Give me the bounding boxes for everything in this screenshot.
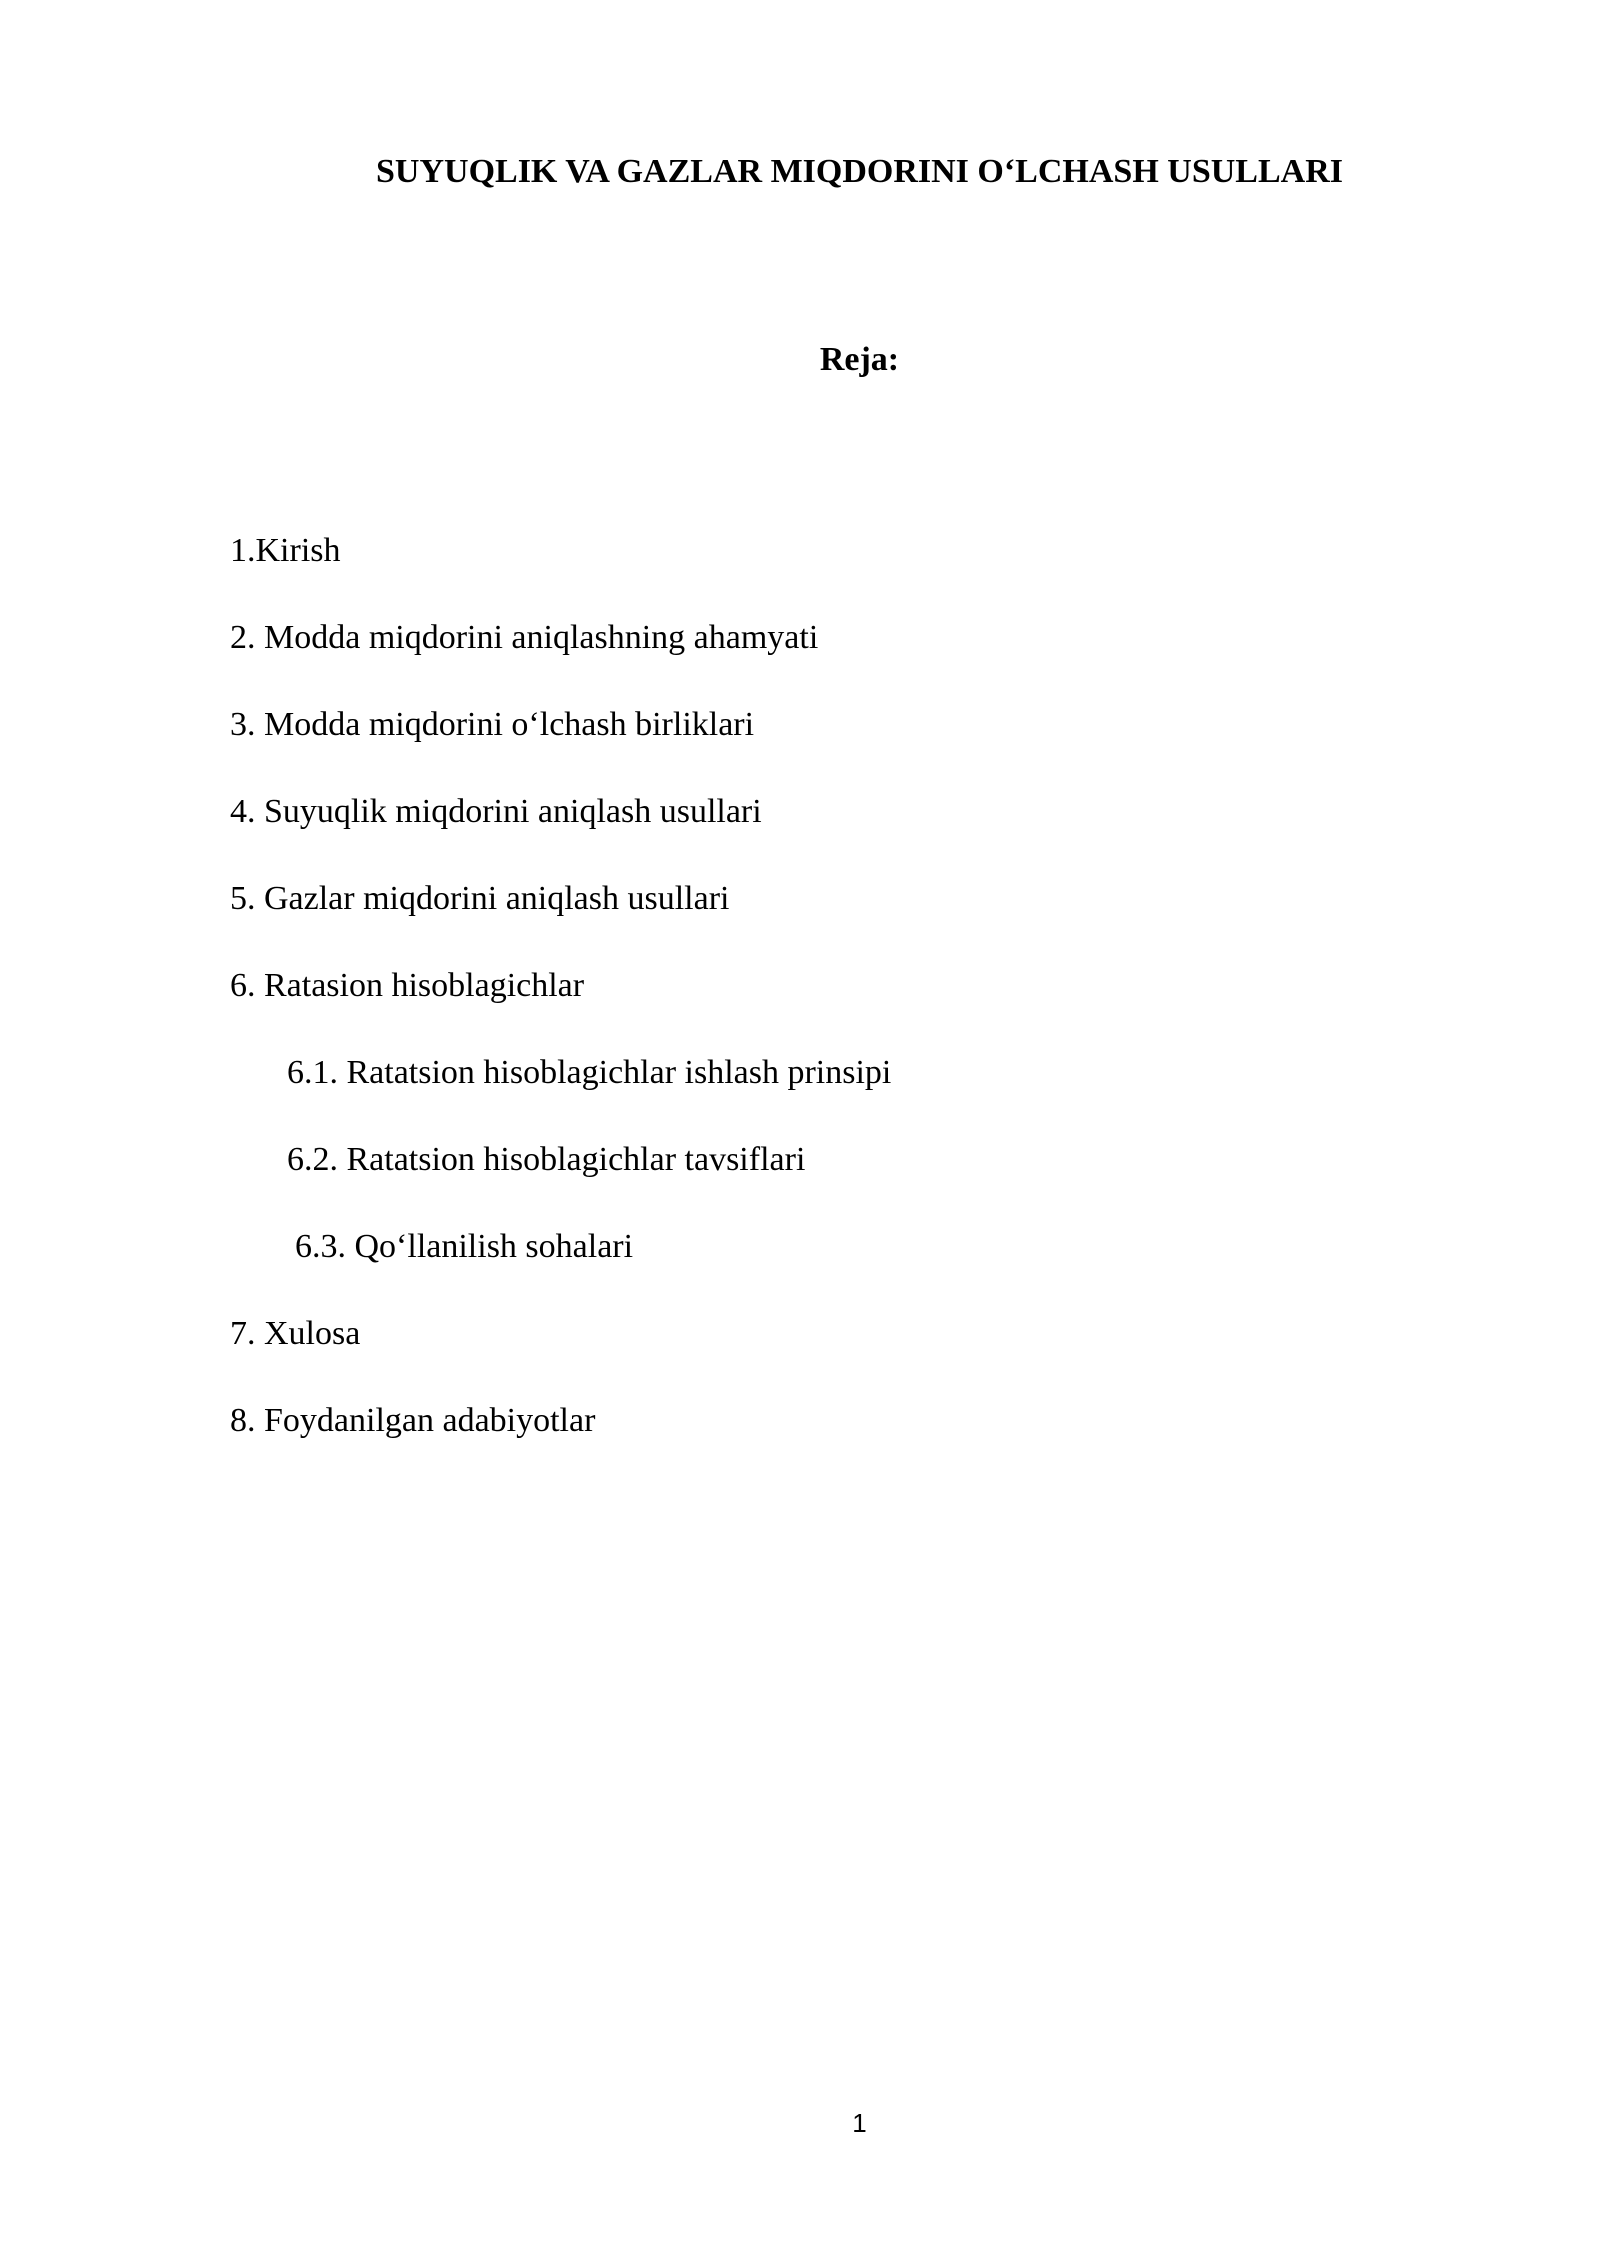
plan-item-gas-methods: 5. Gazlar miqdorini aniqlash usullari	[230, 880, 730, 917]
plan-subitem-working-principle: 6.1. Ratatsion hisoblagichlar ishlash prinsipi	[287, 1054, 892, 1091]
plan-item-liquid-methods: 4. Suyuqlik miqdorini aniqlash usullari	[230, 793, 762, 830]
page-number: 1	[852, 2108, 867, 2138]
plan-item-units: 3. Modda miqdorini o‘lchash birliklari	[230, 706, 755, 743]
plan-item-conclusion: 7. Xulosa	[230, 1315, 361, 1352]
plan-item-references: 8. Foydanilgan adabiyotlar	[230, 1402, 596, 1439]
plan-subitem-applications: 6.3. Qo‘llanilish sohalari	[295, 1228, 634, 1265]
plan-item-rotary-meters: 6. Ratasion hisoblagichlar	[230, 967, 585, 1004]
document-title: SUYUQLIK VA GAZLAR MIQDORINI O‘LCHASH USULLARI	[376, 153, 1343, 190]
plan-heading: Reja:	[819, 341, 900, 378]
plan-item-importance: 2. Modda miqdorini aniqlashning ahamyati	[230, 619, 819, 656]
plan-subitem-characteristics: 6.2. Ratatsion hisoblagichlar tavsiflari	[287, 1141, 806, 1178]
plan-list	[230, 528, 891, 1485]
plan-item-introduction: 1.Kirish	[230, 532, 341, 569]
